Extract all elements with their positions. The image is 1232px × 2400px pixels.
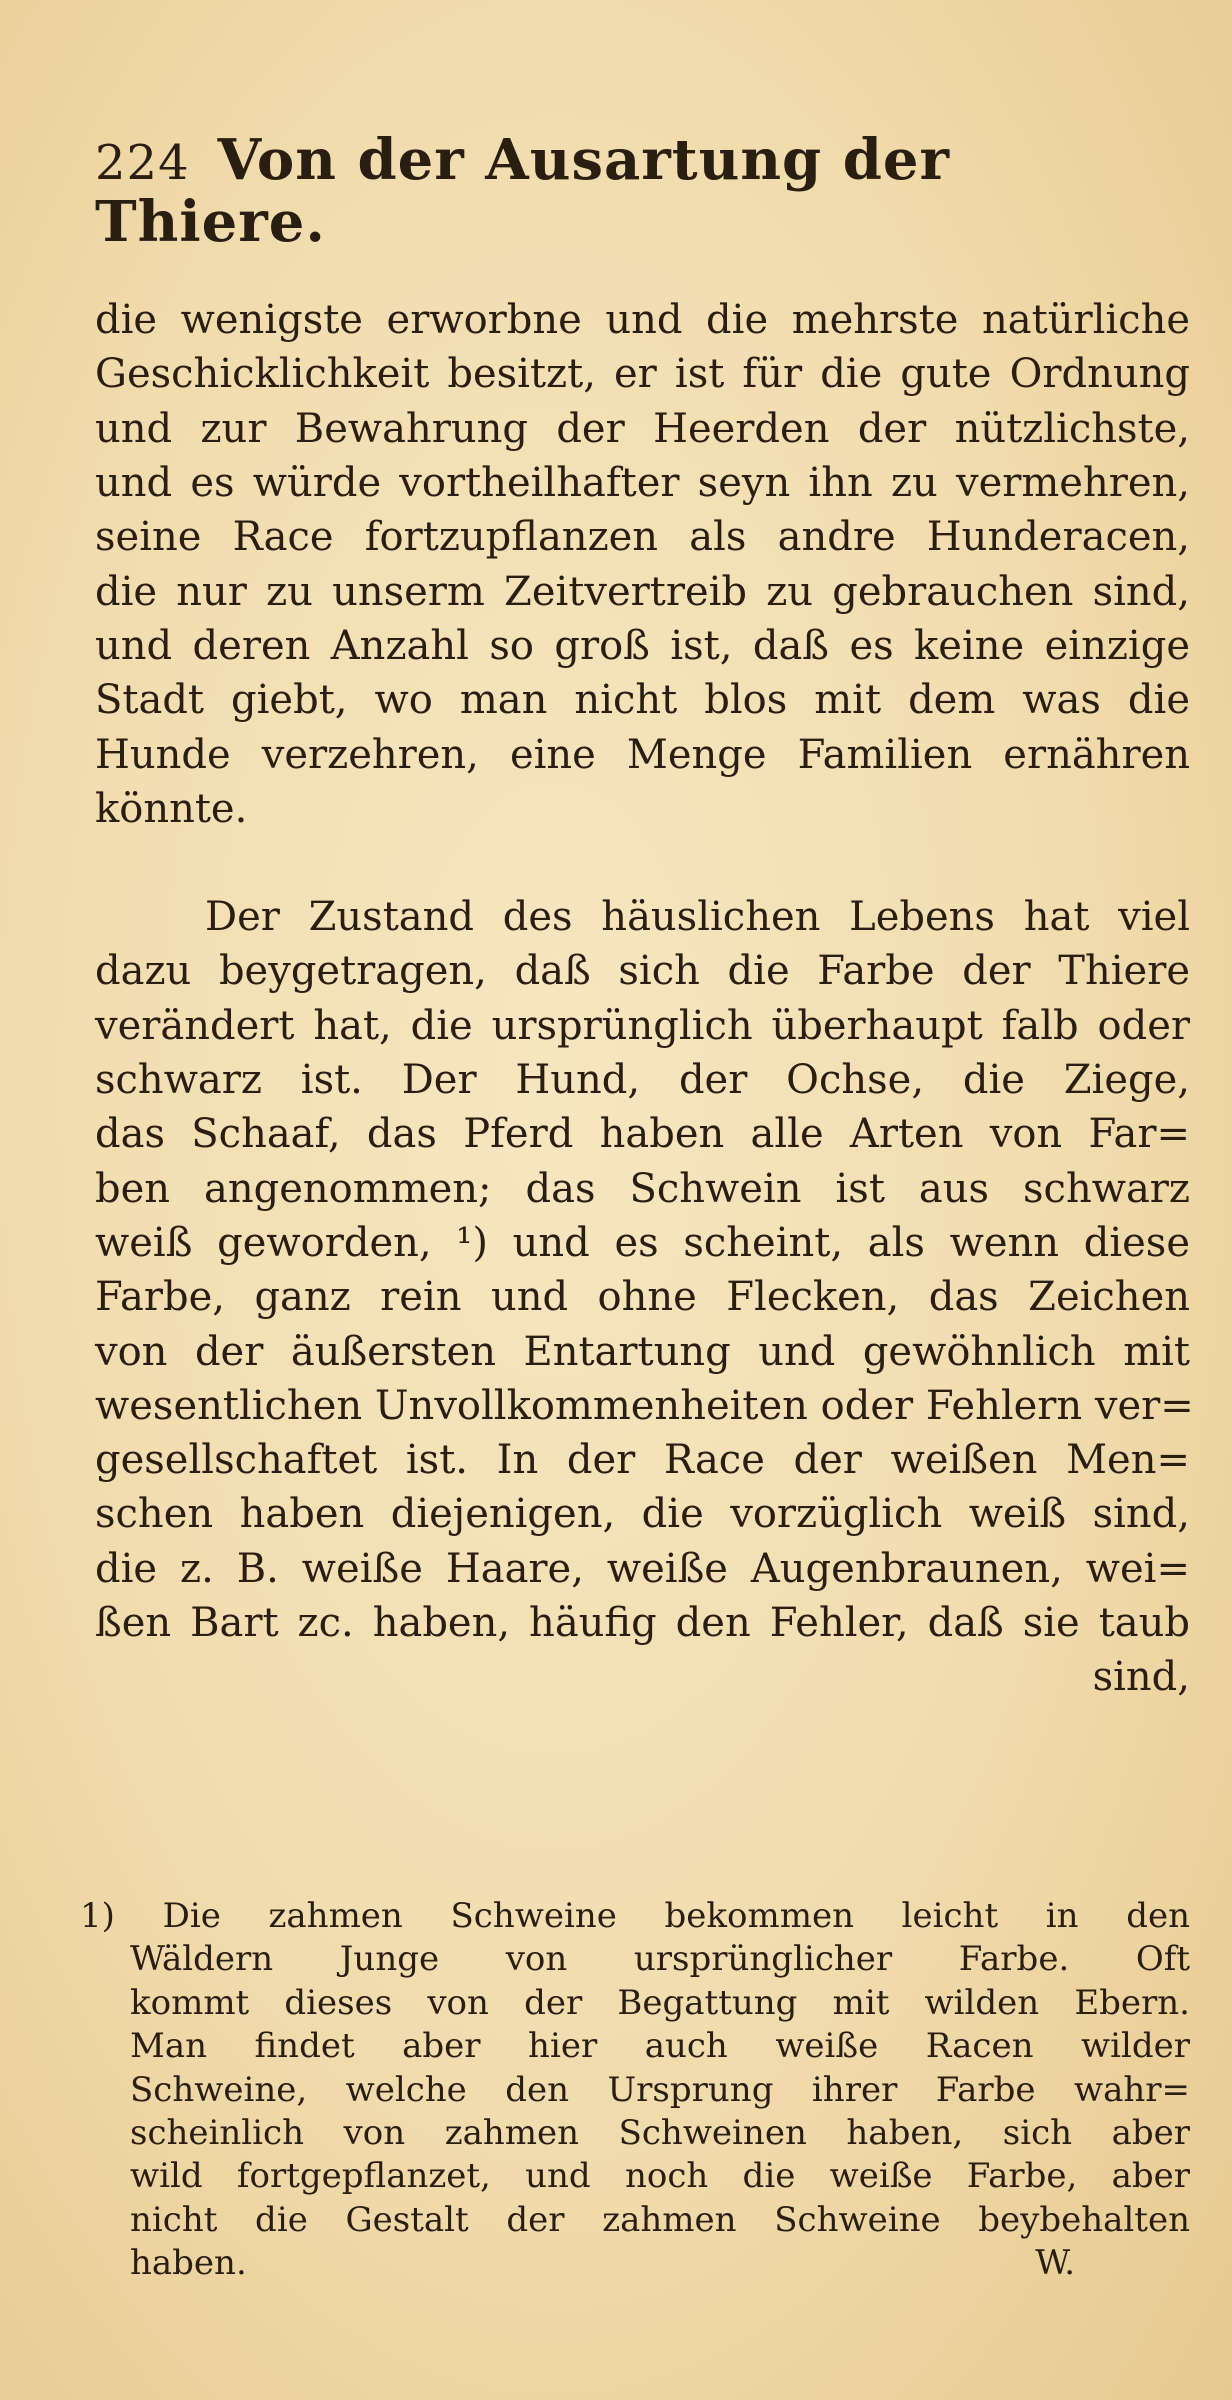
footnote-line bbox=[130, 2242, 1190, 2285]
text-line: die nur zu unserm Zeitvertreib zu gebrauchen sind, bbox=[95, 568, 1190, 615]
text-line: das Schaaf, das Pferd haben alle Arten von Far= bbox=[95, 1111, 1190, 1158]
text-line: Farbe, ganz rein und ohne Flecken, das Zeichen bbox=[95, 1274, 1190, 1321]
text-line: Geschicklichkeit besitzt, er ist für die gute Ordnung bbox=[95, 351, 1190, 398]
footnote-line: wild fortgepflanzet, und noch die weiße Farbe, aber bbox=[130, 2156, 1190, 2197]
text-line: verändert hat, die ursprünglich überhaupt falb oder bbox=[95, 1002, 1190, 1049]
paragraph-2 bbox=[95, 890, 1194, 1704]
text-line: gesellschaftet ist. In der Race der weißen Men= bbox=[95, 1437, 1190, 1484]
text-line: Stadt giebt, wo man nicht blos mit dem was die bbox=[95, 677, 1190, 724]
text-line: seine Race fortzupflanzen als andre Hunderacen, bbox=[95, 514, 1190, 561]
running-header bbox=[95, 127, 1190, 255]
page-number: 224 bbox=[95, 135, 190, 191]
footnote-line: scheinlich von zahmen Schweinen haben, sich aber bbox=[130, 2113, 1190, 2154]
text-line: schen haben diejenigen, die vorzüglich weiß sind, bbox=[95, 1491, 1190, 1538]
text-line: Hunde verzehren, eine Menge Familien ernähren bbox=[95, 731, 1190, 778]
footnote-line: kommt dieses von der Begattung mit wilden Ebern. bbox=[130, 1982, 1190, 2023]
text-line: und es würde vortheilhafter seyn ihn zu vermehren, bbox=[95, 460, 1190, 507]
book-page bbox=[95, 127, 1194, 1705]
footnote-line: Wäldern Junge von ursprünglicher Farbe. Oft bbox=[130, 1939, 1190, 1980]
footnote bbox=[80, 1895, 1190, 2286]
text-line: die wenigste erworbne und die mehrste natürliche bbox=[95, 297, 1190, 344]
text-line: ßen Bart zc. haben, häufig den Fehler, daß sie taub bbox=[95, 1600, 1190, 1647]
text-line: und zur Bewahrung der Heerden der nützlichste, bbox=[95, 405, 1190, 452]
text-line: weiß geworden, ¹) und es scheint, als wenn diese bbox=[95, 1219, 1190, 1266]
running-title: Von der Ausartung der Thiere. bbox=[95, 127, 950, 255]
text-line: Der Zustand des häuslichen Lebens hat viel bbox=[205, 894, 1190, 941]
text-line: schwarz ist. Der Hund, der Ochse, die Ziege, bbox=[95, 1057, 1190, 1104]
footnote-line: Man findet aber hier auch weiße Racen wilder bbox=[130, 2026, 1190, 2067]
text-line: die z. B. weiße Haare, weiße Augenbraunen, wei= bbox=[95, 1545, 1190, 1592]
paragraph-1 bbox=[95, 293, 1190, 836]
text-line: könnte. bbox=[95, 785, 248, 832]
footnote-line: 1) Die zahmen Schweine bekommen leicht in den bbox=[80, 1896, 1190, 1936]
footnote-line: Schweine, welche den Ursprung ihrer Farbe wahr= bbox=[130, 2069, 1190, 2110]
text-line: und deren Anzahl so groß ist, daß es keine einzige bbox=[95, 622, 1190, 669]
text-line: ben angenommen; das Schwein ist aus schwarz bbox=[95, 1165, 1190, 1212]
text-line: wesentlichen Unvollkommenheiten oder Fehlern ver= bbox=[95, 1382, 1194, 1429]
footnote-signature: W. bbox=[1035, 2243, 1075, 2284]
catchword: sind, bbox=[1092, 1654, 1190, 1701]
footnote-line: nicht die Gestalt der zahmen Schweine beybehalten bbox=[130, 2199, 1190, 2240]
text-line: von der äußersten Entartung und gewöhnlich mit bbox=[95, 1328, 1190, 1375]
text-line: dazu beygetragen, daß sich die Farbe der Thiere bbox=[95, 948, 1190, 995]
footnote-last-text: haben. bbox=[130, 2243, 247, 2284]
